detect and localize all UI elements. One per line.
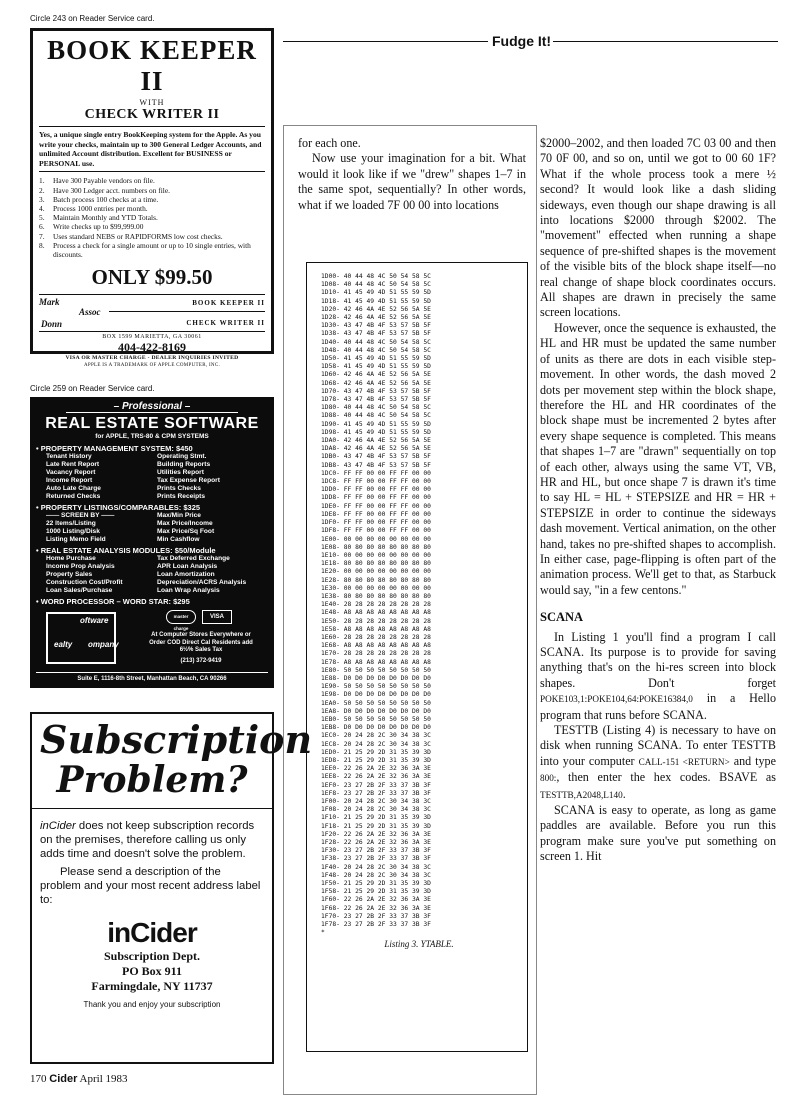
listing-line: 1E28- 80 80 80 80 80 80 80 80 bbox=[321, 576, 431, 584]
page-number: 170 bbox=[30, 1073, 47, 1085]
listing-line: 1E68- A8 A8 A8 A8 A8 A8 A8 A8 bbox=[321, 642, 431, 650]
listing-line: 1E48- A8 A8 A8 A8 A8 A8 A8 A8 bbox=[321, 609, 431, 617]
signature-assoc: Assoc bbox=[79, 307, 101, 318]
realestate-section-items: —— SCREEN BY —— Max/Min Price 22 Items/Listing Max Price/Income 1000 Listing/Disk Max Price/Sq Foot Listing Memo Field Min Cashflow bbox=[46, 512, 215, 543]
listing-line: 1F40- 20 24 28 2C 30 34 38 3C bbox=[321, 863, 431, 871]
listing-line: 1D70- 43 47 4B 4F 53 57 5B 5F bbox=[321, 387, 431, 395]
payment-cards bbox=[166, 610, 232, 631]
section-header bbox=[283, 33, 778, 47]
listing-line: 1E10- 00 00 00 00 00 00 00 00 bbox=[321, 551, 431, 559]
list-item: 4. Process 1000 entries per month. bbox=[39, 203, 148, 213]
listing-line: 1DD0- FF FF 00 00 FF FF 00 00 bbox=[321, 486, 431, 494]
visa-logo-icon: VISA bbox=[202, 610, 232, 624]
divider bbox=[109, 311, 265, 312]
listing-line: 1E80- 50 50 50 50 50 50 50 50 bbox=[321, 666, 431, 674]
listing-line: 1F58- 21 25 29 2D 31 35 39 3D bbox=[321, 888, 431, 896]
listing-line: 1E18- 80 80 80 80 80 80 80 80 bbox=[321, 560, 431, 568]
bookkeeper-product2: CHECK WRITER II bbox=[186, 319, 265, 328]
listing-line: 1F48- 20 24 28 2C 30 34 38 3C bbox=[321, 871, 431, 879]
paragraph: In Listing 1 you'll find a program I call SCANA. Its purpose is to provide for saving anything that's on the hi-res screen into block shapes. Don't forget POKE103,1:POKE104,64:POKE16384,0 in a Hello program that runs before SCANA. bbox=[540, 629, 776, 722]
circle-note-243: Circle 243 on Reader Service card. bbox=[30, 14, 155, 23]
subscription-title-problem: Problem? bbox=[56, 759, 248, 801]
subscription-dept: Subscription Dept. bbox=[103, 949, 201, 963]
article-col1-top bbox=[298, 136, 526, 213]
realestate-section-items: Home Purchase Tax Deferred Exchange Income Prop Analysis APR Loan Analysis Property Sales Loan Amortization Construction Cost/Profit Depreciation/ACRS Analysis Loan Sales/Purchase Loan Wrap Analysis bbox=[46, 555, 247, 594]
paragraph: SCANA is easy to operate, as long as game paddles are available. Before you run this program make sure you've put something on screen 1. Hit bbox=[540, 803, 776, 864]
divider bbox=[32, 808, 272, 809]
page-title: Fudge It! bbox=[492, 33, 552, 49]
listing-line: 1D40- 40 44 48 4C 50 54 58 5C bbox=[321, 338, 431, 346]
listing-line: 1DB8- 43 47 4B 4F 53 57 5B 5F bbox=[321, 461, 431, 469]
paragraph: for each one. bbox=[298, 136, 361, 150]
listing-line: 1F38- 23 27 2B 2F 33 37 3B 3F bbox=[321, 855, 431, 863]
bookkeeper-apple-tm: APPLE IS A TRADEMARK OF APPLE COMPUTER, INC. bbox=[83, 363, 221, 369]
header-rule-right bbox=[553, 41, 778, 42]
bookkeeper-feature-list bbox=[39, 176, 265, 259]
listing-line: 1EC0- 20 24 28 2C 30 34 38 3C bbox=[321, 732, 431, 740]
listing-line: 1F68- 22 26 2A 2E 32 36 3A 3E bbox=[321, 904, 431, 912]
listing-line: 1EB8- D0 D0 D0 D0 D0 D0 D0 D0 bbox=[321, 724, 431, 732]
subscription-pobox: PO Box 911 bbox=[121, 964, 182, 978]
listing-line: 1F30- 23 27 2B 2F 33 37 3B 3F bbox=[321, 847, 431, 855]
listing-line: 1EC8- 20 24 28 2C 30 34 38 3C bbox=[321, 740, 431, 748]
listing-line: 1F50- 21 25 29 2D 31 35 39 3D bbox=[321, 880, 431, 888]
listing-ytable bbox=[306, 262, 528, 1052]
bookkeeper-title: BOOK KEEPER II bbox=[47, 35, 257, 96]
logo-oftware: oftware bbox=[80, 616, 109, 625]
listing-line: 1F18- 21 25 29 2D 31 35 39 3D bbox=[321, 822, 431, 830]
listing-line: 1F10- 21 25 29 2D 31 35 39 3D bbox=[321, 814, 431, 822]
realestate-logo-area bbox=[36, 610, 268, 670]
listing-line: 1D30- 43 47 4B 4F 53 57 5B 5F bbox=[321, 322, 431, 330]
listing-line: 1DF0- FF FF 00 00 FF FF 00 00 bbox=[321, 519, 431, 527]
realestate-phone: (213) 372-9419 bbox=[180, 658, 222, 664]
bookkeeper-subtitle: CHECK WRITER II bbox=[84, 107, 220, 122]
listing-line: 1F78- 23 27 2B 2F 33 37 3B 3F bbox=[321, 921, 431, 929]
subscription-thanks: Thank you and enjoy your subscription bbox=[83, 1000, 221, 1009]
listing-line: 1F28- 22 26 2A 2E 32 36 3A 3E bbox=[321, 839, 431, 847]
list-item: 6. Write checks up to $99,999.00 bbox=[39, 222, 144, 232]
listing-line: 1D98- 41 45 49 4D 51 55 59 5D bbox=[321, 428, 431, 436]
listing-line: 1DA8- 42 46 4A 4E 52 56 5A 5E bbox=[321, 445, 431, 453]
issue-date: April 1983 bbox=[79, 1073, 128, 1085]
listing-line: 1DE8- FF FF 00 00 FF FF 00 00 bbox=[321, 510, 431, 518]
listing-line: 1EA8- D0 D0 D0 D0 D0 D0 D0 D0 bbox=[321, 707, 431, 715]
listing-line: 1D68- 42 46 4A 4E 52 56 5A 5E bbox=[321, 379, 431, 387]
listing-line: 1DF8- FF FF 00 00 FF FF 00 00 bbox=[321, 527, 431, 535]
listing-line: 1DC0- FF FF 00 00 FF FF 00 00 bbox=[321, 469, 431, 477]
listing-line: * bbox=[321, 929, 325, 937]
paragraph: $2000–2002, and then loaded 7C 03 00 and then 70 0F 00, and so on, until we got to 00 60 1F? What if the whole process took a mere ½ second? It would look like a dash sliding sideways, even though our shape drawing is all into locations $2000 through $2002. The "movement" effected when running a shape sequence of pre-shifted shapes is the movement of the visible bits of the block shape itself—no real change of shape block coordinates occurs. All shapes are drawn in precisely the same screen locations. bbox=[540, 136, 776, 320]
header-rule-left bbox=[283, 41, 488, 42]
signature-mark: Mark bbox=[39, 297, 60, 308]
subscription-city: Farmingdale, NY 11737 bbox=[91, 979, 213, 993]
listing-line: 1E58- A8 A8 A8 A8 A8 A8 A8 A8 bbox=[321, 625, 431, 633]
listing-line: 1ED8- 21 25 29 2D 31 35 39 3D bbox=[321, 756, 431, 764]
listing-line: 1E08- 80 80 80 80 80 80 80 80 bbox=[321, 543, 431, 551]
listing-line: 1E50- 28 28 28 28 28 28 28 28 bbox=[321, 617, 431, 625]
subscription-body-2: Please send a description of the problem and your most recent address label to: bbox=[40, 866, 261, 906]
listing-caption: Listing 3. YTABLE. bbox=[384, 939, 454, 950]
list-item: 2. Have 300 Ledger acct. numbers on file. bbox=[39, 185, 170, 195]
incider-logo-icon: Cider bbox=[49, 1073, 78, 1085]
listing-line: 1E90- 50 50 50 50 50 50 50 50 bbox=[321, 683, 431, 691]
realestate-stores: At Computer Stores Everywhere or Order COD Direct Cal Residents add 6½% Sales Tax bbox=[149, 632, 253, 653]
listing-line: 1E88- D0 D0 D0 D0 D0 D0 D0 D0 bbox=[321, 674, 431, 682]
signature-donn: Donn bbox=[41, 319, 63, 330]
realestate-section-heading: • REAL ESTATE ANALYSIS MODULES: $50/Module bbox=[36, 546, 216, 555]
section-heading-scana: SCANA bbox=[540, 610, 584, 625]
subscription-title: Subscription bbox=[40, 717, 313, 762]
bookkeeper-signature-block bbox=[39, 294, 265, 332]
listing-code bbox=[321, 273, 517, 937]
realestate-section-heading: • WORD PROCESSOR – WORD STAR: $295 bbox=[36, 597, 190, 606]
bookkeeper-visa-note: VISA OR MASTER CHARGE - DEALER INQUIRIES INVITED bbox=[65, 355, 239, 362]
list-item: 8. Process a check for a single amount or up to 10 single entries, with discounts. bbox=[39, 240, 251, 259]
listing-line: 1D50- 41 45 49 4D 51 55 59 5D bbox=[321, 355, 431, 363]
listing-line: 1D08- 40 44 48 4C 50 54 58 5C bbox=[321, 281, 431, 289]
listing-line: 1D78- 43 47 4B 4F 53 57 5B 5F bbox=[321, 396, 431, 404]
realestate-professional: – Professional – bbox=[66, 401, 238, 413]
listing-line: 1E30- 00 00 00 00 00 00 00 00 bbox=[321, 584, 431, 592]
bookkeeper-ad bbox=[30, 28, 274, 369]
listing-line: 1EF0- 23 27 2B 2F 33 37 3B 3F bbox=[321, 781, 431, 789]
page-folio bbox=[30, 1073, 128, 1085]
listing-line: 1D28- 42 46 4A 4E 52 56 5A 5E bbox=[321, 314, 431, 322]
logo-ealty: ealty bbox=[54, 640, 73, 649]
listing-line: 1F70- 23 27 2B 2F 33 37 3B 3F bbox=[321, 912, 431, 920]
listing-line: 1E20- 00 00 00 00 00 00 00 00 bbox=[321, 568, 431, 576]
listing-line: 1E40- 28 28 28 28 28 28 28 28 bbox=[321, 601, 431, 609]
realestate-ad bbox=[30, 397, 274, 688]
listing-line: 1E70- 28 28 28 28 28 28 28 28 bbox=[321, 650, 431, 658]
logo-ompany: ompany bbox=[88, 640, 119, 649]
paragraph: TESTTB (Listing 4) is necessary to have on disk when running SCANA. To enter TESTTB into your computer CALL-151 <RETURN> and type 800:, then enter the hex codes. BSAVE as TESTTB,A2048,L140. bbox=[540, 723, 776, 801]
realestate-section-heading: • PROPERTY LISTINGS/COMPARABLES: $325 bbox=[36, 503, 201, 512]
listing-line: 1D60- 42 46 4A 4E 52 56 5A 5E bbox=[321, 371, 431, 379]
listing-line: 1D80- 40 44 48 4C 50 54 58 5C bbox=[321, 404, 431, 412]
bookkeeper-price: ONLY $99.50 bbox=[91, 265, 213, 290]
listing-line: 1D48- 40 44 48 4C 50 54 58 5C bbox=[321, 346, 431, 354]
paragraph: However, once the sequence is exhausted, the HL and HR must be updated the same number of units as there are dots in each visible step-movement. In other words, the dash moved 2 dots per movement step within the block shape, therefore the HL and HR coordinates of the block shape must be incremented 2 bytes after every shape sequence is completed. This means that shapes 1–7 are "drawn" sequentially on top of each other, always using the same VT, VB, HR and HL, but once shape 7 is drawn it's time to say HL = HL + STEPSIZE and HR = HR + STEPSIZE in order to continue the sideways dash movement. Vertical animation, on the other hand, takes no pre-shifted shapes to accomplish. In either case, page-flipping is often part of the animation process. We'll get to that, as Starbuck would say, "in a few centons." bbox=[540, 320, 776, 597]
listing-line: 1EE0- 22 26 2A 2E 32 36 3A 3E bbox=[321, 765, 431, 773]
realestate-section-items: Tenant History Operating Stmt. Late Rent Report Building Reports Vacancy Report Utilities Report Income Report Tax Expense Report Auto Late Charge Prints Checks Returned Checks Prints Receipts bbox=[46, 453, 220, 500]
listing-line: 1EA0- 50 50 50 50 50 50 50 50 bbox=[321, 699, 431, 707]
list-item: 5. Maintain Monthly and YTD Totals. bbox=[39, 213, 158, 223]
listing-line: 1DB0- 43 47 4B 4F 53 57 5B 5F bbox=[321, 453, 431, 461]
mastercharge-logo-icon: master charge bbox=[166, 610, 196, 624]
list-item: 7. Uses standard NEBS or RAPIDFORMS low cost checks. bbox=[39, 231, 223, 241]
listing-line: 1DD8- FF FF 00 00 FF FF 00 00 bbox=[321, 494, 431, 502]
subscription-ad bbox=[30, 712, 313, 1064]
realestate-title: REAL ESTATE SOFTWARE bbox=[45, 415, 259, 432]
listing-line: 1F60- 22 26 2A 2E 32 36 3A 3E bbox=[321, 896, 431, 904]
listing-line: 1D00- 40 44 48 4C 50 54 58 5C bbox=[321, 273, 431, 280]
bookkeeper-phone: 404-422-8169 bbox=[118, 340, 186, 355]
listing-line: 1E38- 80 80 80 80 80 80 80 80 bbox=[321, 592, 431, 600]
realestate-systems: for APPLE, TRS-80 & CPM SYSTEMS bbox=[95, 433, 209, 440]
listing-line: 1D90- 41 45 49 4D 51 55 59 5D bbox=[321, 420, 431, 428]
listing-line: 1EE8- 22 26 2A 2E 32 36 3A 3E bbox=[321, 773, 431, 781]
listing-line: 1ED0- 21 25 29 2D 31 35 39 3D bbox=[321, 748, 431, 756]
circle-note-259: Circle 259 on Reader Service card. bbox=[30, 384, 155, 393]
listing-line: 1D18- 41 45 49 4D 51 55 59 5D bbox=[321, 297, 431, 305]
listing-line: 1F08- 20 24 28 2C 30 34 38 3C bbox=[321, 806, 431, 814]
bookkeeper-product1: BOOK KEEPER II bbox=[192, 299, 265, 308]
bookkeeper-with: WITH bbox=[139, 98, 165, 107]
listing-line: 1EB0- 50 50 50 50 50 50 50 50 bbox=[321, 715, 431, 723]
listing-line: 1D88- 40 44 48 4C 50 54 58 5C bbox=[321, 412, 431, 420]
listing-line: 1E78- A8 A8 A8 A8 A8 A8 A8 A8 bbox=[321, 658, 431, 666]
realestate-section-heading: • PROPERTY MANAGEMENT SYSTEM: $450 bbox=[36, 444, 193, 453]
listing-line: 1EF8- 23 27 2B 2F 33 37 3B 3F bbox=[321, 789, 431, 797]
list-item: 3. Batch process 100 checks at a time. bbox=[39, 194, 159, 204]
paragraph: Now use your imagination for a bit. What would it look like if we "drew" shapes 1–7 in the same spot, sequentially? In other words, what if we loaded 7F 00 00 into locations bbox=[298, 151, 526, 212]
listing-line: 1F20- 22 26 2A 2E 32 36 3A 3E bbox=[321, 830, 431, 838]
listing-line: 1DE0- FF FF 00 00 FF FF 00 00 bbox=[321, 502, 431, 510]
listing-line: 1F00- 20 24 28 2C 30 34 38 3C bbox=[321, 798, 431, 805]
listing-line: 1E00- 00 00 00 00 00 00 00 00 bbox=[321, 535, 431, 543]
listing-line: 1D10- 41 45 49 4D 51 55 59 5D bbox=[321, 289, 431, 297]
article-col2 bbox=[540, 136, 776, 865]
listing-line: 1E98- D0 D0 D0 D0 D0 D0 D0 D0 bbox=[321, 691, 431, 699]
divider bbox=[39, 331, 265, 332]
listing-line: 1D38- 43 47 4B 4F 53 57 5B 5F bbox=[321, 330, 431, 338]
subscription-body: inCider does not keep subscription records on the premises, therefore calling us only adds time and doesn't solve the problem. bbox=[40, 820, 255, 860]
listing-line: 1E60- 28 28 28 28 28 28 28 28 bbox=[321, 633, 431, 641]
listing-line: 1D58- 41 45 49 4D 51 55 59 5D bbox=[321, 363, 431, 371]
list-item: 1. Have 300 Payable vendors on file. bbox=[39, 176, 155, 186]
incider-logo-icon: inCider bbox=[107, 917, 197, 948]
bookkeeper-intro: Yes, a unique single entry BookKeeping system for the Apple. As you write your checks, maintain up to 300 General Ledger Accounts, and unlimited Account distribution. Excellent for BUSINESS or PERSONAL use. bbox=[39, 126, 265, 172]
listing-line: 1D20- 42 46 4A 4E 52 56 5A 5E bbox=[321, 305, 431, 313]
listing-line: 1DA0- 42 46 4A 4E 52 56 5A 5E bbox=[321, 437, 431, 445]
listing-line: 1DC8- FF FF 00 00 FF FF 00 00 bbox=[321, 478, 431, 486]
bookkeeper-address: BOX 1599 MARIETTA, GA 30061 bbox=[102, 334, 202, 341]
realestate-footer: Suite E, 1116-8th Street, Manhattan Beach, CA 90266 bbox=[36, 672, 268, 682]
